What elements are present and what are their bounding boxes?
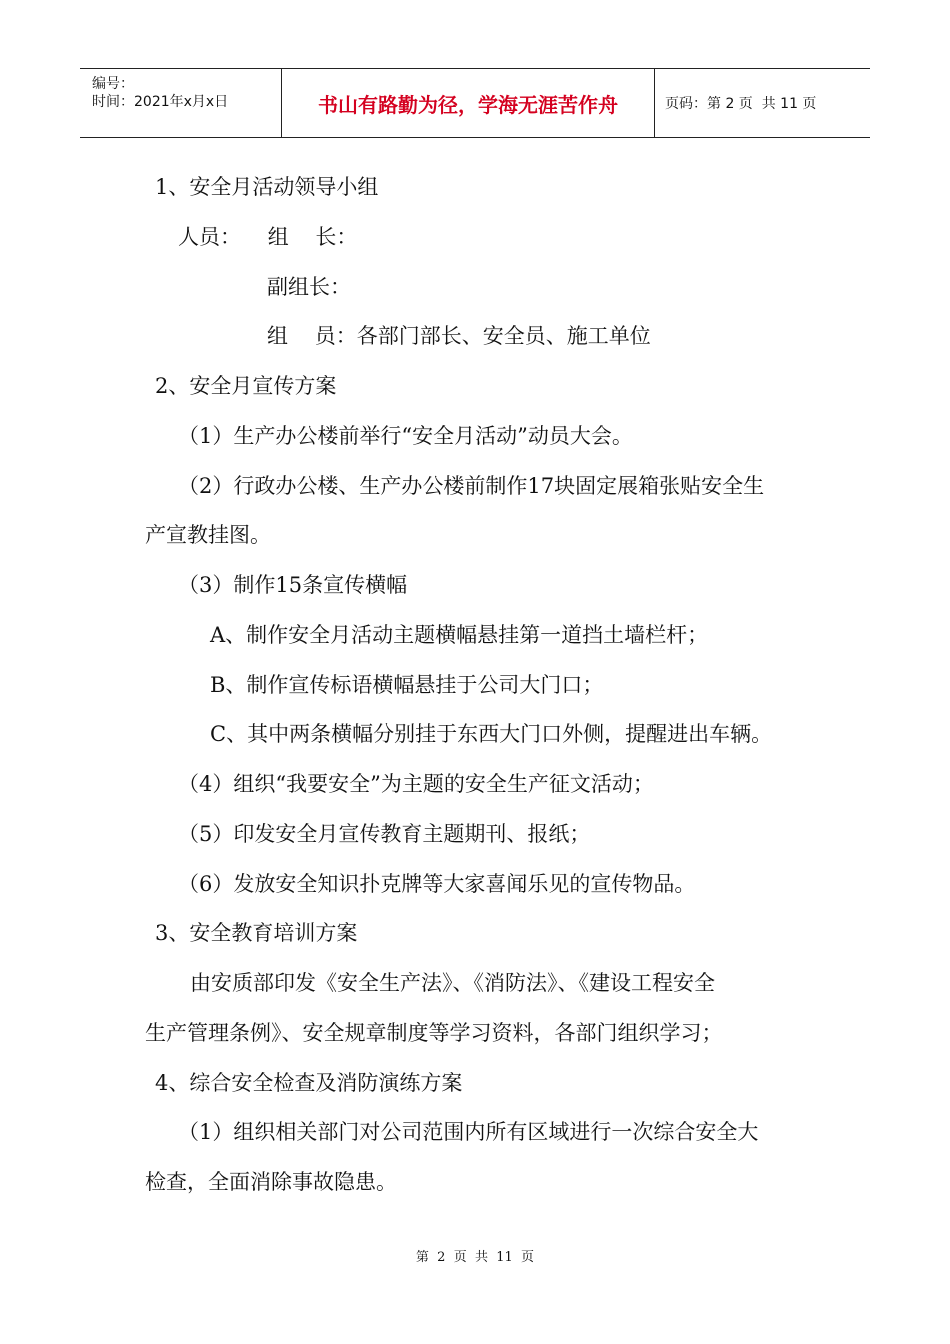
body-line: （1）组织相关部门对公司范围内所有区域进行一次综合安全大 [178,1120,759,1144]
body-line: C、其中两条横幅分别挂于东西大门口外侧，提醒进出车辆。 [210,722,773,746]
section-heading: 3、安全教育培训方案 [155,921,358,945]
body-line: B、制作宣传标语横幅悬挂于公司大门口； [210,673,604,697]
body-line: 生产管理条例》、安全规章制度等学习资料，各部门组织学习； [145,1021,723,1045]
page-footer [0,1246,950,1265]
body-line: 检查，全面消除事故隐患。 [145,1170,397,1194]
body-line: 组 员：各部门部长、安全员、施工单位 [267,324,651,348]
footer-page-number: 第 2 页 共 11 页 [415,1250,535,1265]
section-heading: 2、安全月宣传方案 [155,374,337,398]
body-line: （6）发放安全知识扑克牌等大家喜闻乐见的宣传物品。 [178,872,696,896]
body-line: （1）生产办公楼前举行“安全月活动”动员大会。 [178,424,633,448]
body-line: A、制作安全月活动主题横幅悬挂第一道挡土墙栏杆； [210,623,709,647]
page-info-text: 页码：第 2 页 共 11 页 [665,96,817,112]
section-heading: 1、安全月活动领导小组 [155,175,379,199]
header-motto: 书山有路勤为径，学海无涯苦作舟 [282,69,655,137]
body-line: （5）印发安全月宣传教育主题期刊、报纸； [178,822,591,846]
body-line: （3）制作15条宣传横幅 [178,573,408,597]
number-label: 编号： [92,76,134,92]
body-line: 副组长： [267,275,351,299]
body-line: 人员： 组 长： [178,225,358,249]
time-label: 时间：2021年x月x日 [92,94,229,110]
header-page-info [655,69,870,137]
body-line: （2）行政办公楼、生产办公楼前制作17块固定展箱张贴安全生 [178,474,765,498]
header-meta [80,69,282,137]
page-header [80,68,870,138]
body-line: 产宣教挂图。 [145,523,271,547]
body-line: （4）组织“我要安全”为主题的安全生产征文活动； [178,772,654,796]
section-heading: 4、综合安全检查及消防演练方案 [155,1071,463,1095]
body-line: 由安质部印发《安全生产法》、《消防法》、《建设工程安全 [190,971,715,995]
